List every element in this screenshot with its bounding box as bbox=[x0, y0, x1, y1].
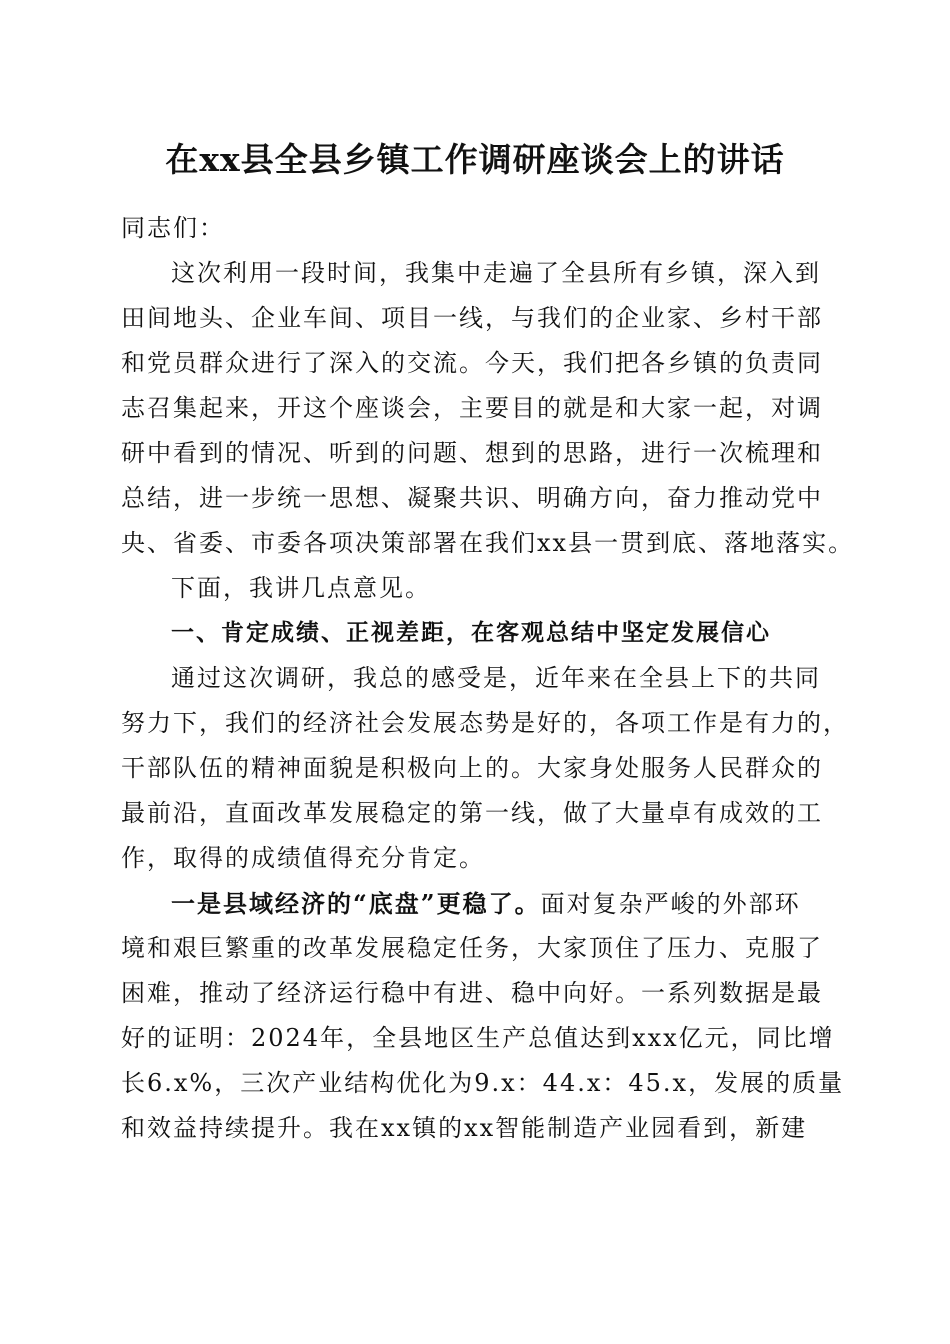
paragraph-line: 干部队伍的精神面貌是积极向上的。大家身处服务人民群众的 bbox=[121, 754, 823, 782]
paragraph-line: 下面，我讲几点意见。 bbox=[171, 574, 431, 602]
point-line bbox=[121, 881, 836, 926]
paragraph-line: 研中看到的情况、听到的问题、想到的思路，进行一次梳理和 bbox=[121, 439, 823, 467]
point-lead: 一是县域经济的“底盘”更稳了。 bbox=[171, 889, 541, 918]
section-heading: 一、肯定成绩、正视差距，在客观总结中坚定发展信心 bbox=[171, 620, 771, 646]
document-body bbox=[121, 206, 855, 1151]
paragraph-line: 最前沿，直面改革发展稳定的第一线，做了大量卓有成效的工 bbox=[121, 799, 823, 827]
paragraph-line: 好的证明：2024年，全县地区生产总值达到xxx亿元，同比增 bbox=[121, 1024, 835, 1052]
paragraph-line: 长6.x%，三次产业结构优化为9.x：44.x：45.x，发展的质量 bbox=[121, 1069, 845, 1097]
paragraph-line: 志召集起来，开这个座谈会，主要目的就是和大家一起，对调 bbox=[121, 394, 823, 422]
salutation: 同志们： bbox=[121, 214, 225, 242]
paragraph-line: 通过这次调研，我总的感受是，近年来在全县上下的共同 bbox=[171, 664, 821, 692]
paragraph-line: 央、省委、市委各项决策部署在我们xx县一贯到底、落地落实。 bbox=[121, 529, 855, 557]
paragraph-line: 作，取得的成绩值得充分肯定。 bbox=[121, 844, 485, 872]
paragraph-line: 田间地头、企业车间、项目一线，与我们的企业家、乡村干部 bbox=[121, 304, 823, 332]
paragraph-line: 境和艰巨繁重的改革发展稳定任务，大家顶住了压力、克服了 bbox=[121, 934, 823, 962]
paragraph-line: 这次利用一段时间，我集中走遍了全县所有乡镇，深入到 bbox=[171, 259, 821, 287]
paragraph-line: 困难，推动了经济运行稳中有进、稳中向好。一系列数据是最 bbox=[121, 979, 823, 1007]
point-text: 面对复杂严峻的外部环 bbox=[540, 890, 801, 918]
document-title: 在xx县全县乡镇工作调研座谈会上的讲话 bbox=[165, 140, 785, 179]
paragraph-line: 总结，进一步统一思想、凝聚共识、明确方向，奋力推动党中 bbox=[121, 484, 823, 512]
paragraph-line: 和效益持续提升。我在xx镇的xx智能制造产业园看到，新建 bbox=[121, 1114, 808, 1142]
paragraph-line: 努力下，我们的经济社会发展态势是好的，各项工作是有力的， bbox=[121, 709, 849, 737]
paragraph-line: 和党员群众进行了深入的交流。今天，我们把各乡镇的负责同 bbox=[121, 349, 823, 377]
